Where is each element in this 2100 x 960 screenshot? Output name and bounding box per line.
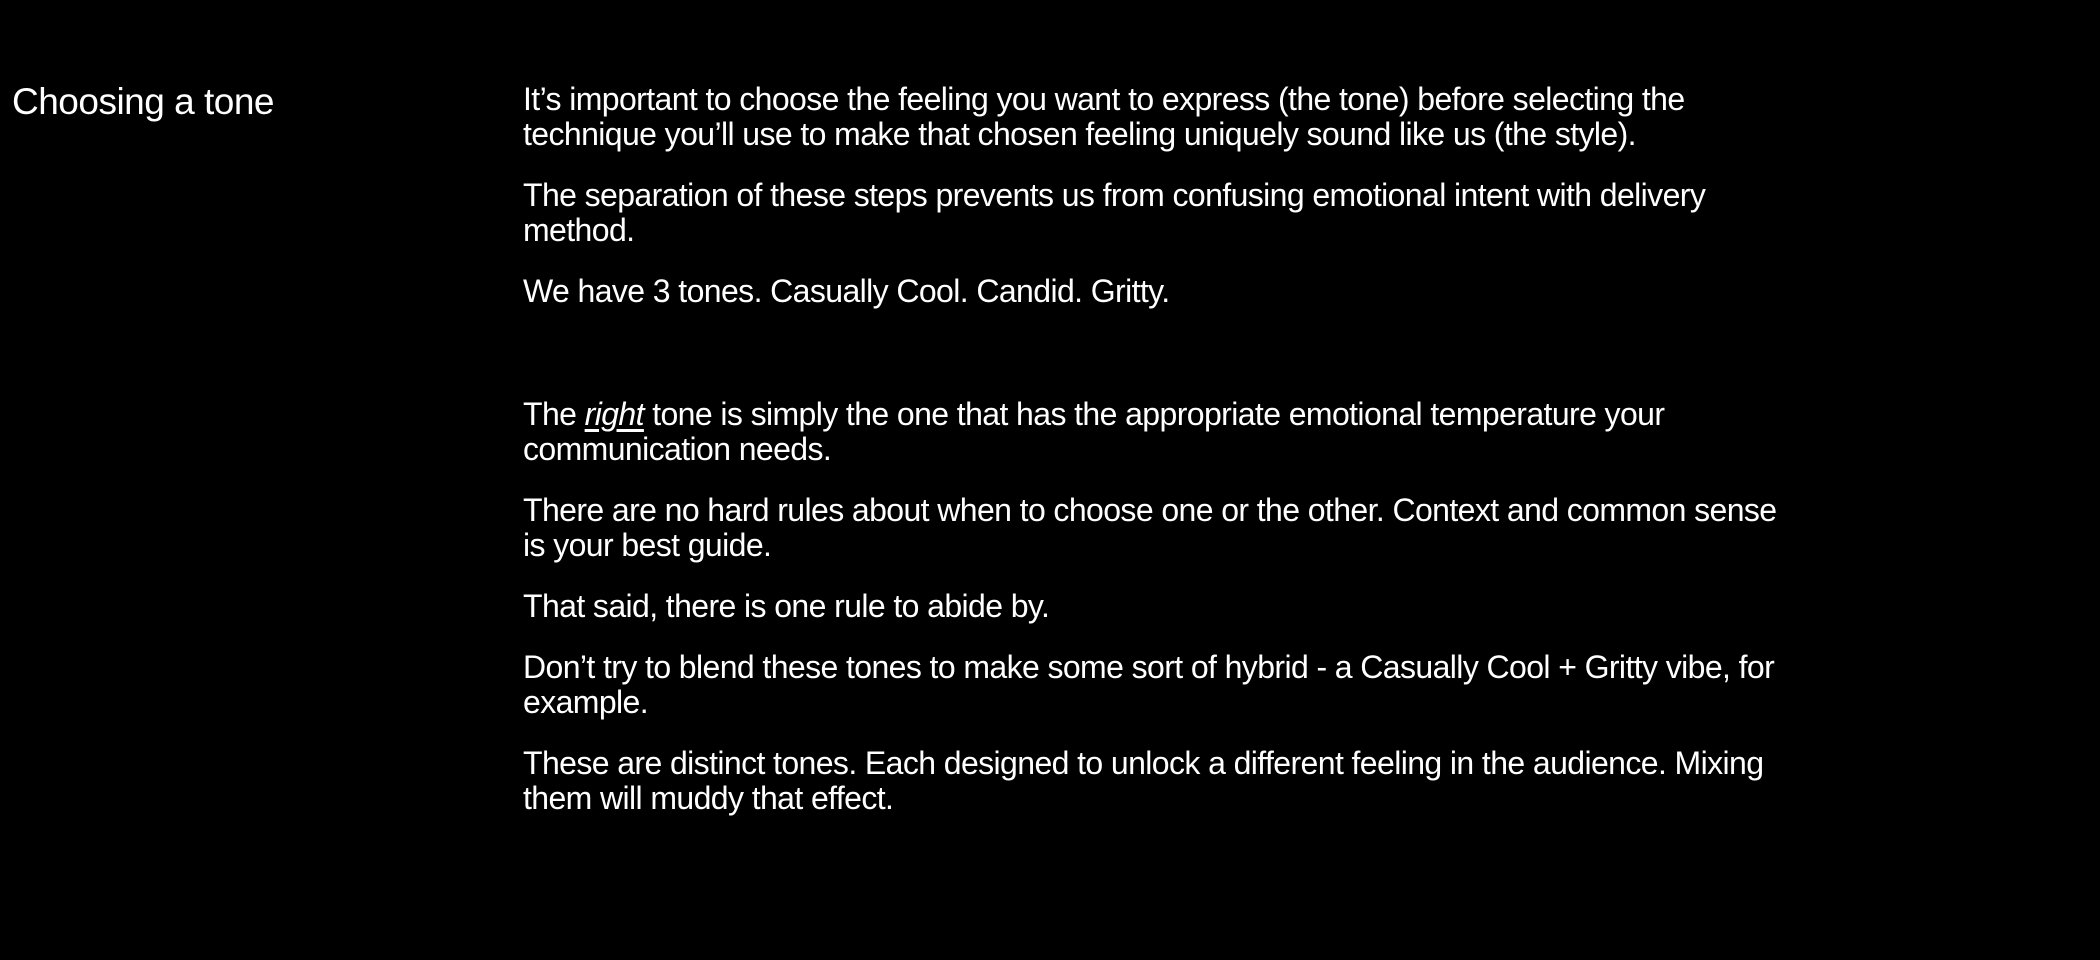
- tone-guidance-content: [523, 82, 1803, 842]
- paragraph-tone-before-style: It’s important to choose the feeling you want to express (the tone) before selecting the technique you’ll use to make that chosen feeling uniquely sound like us (the style).: [523, 81, 1685, 152]
- paragraph-no-hard-rules: There are no hard rules about when to choose one or the other. Context and common sense is your best guide.: [523, 492, 1777, 563]
- paragraph-right-tone: [523, 397, 1803, 467]
- right-emphasis: right: [584, 396, 644, 432]
- paragraph-separation-of-steps: The separation of these steps prevents us from confusing emotional intent with delivery method.: [523, 177, 1706, 248]
- paragraph-one-rule: That said, there is one rule to abide by.: [523, 588, 1050, 624]
- paragraph-dont-blend: Don’t try to blend these tones to make some sort of hybrid - a Casually Cool + Gritty vibe, for example.: [523, 649, 1775, 720]
- right-tone-text-before: The: [523, 396, 585, 432]
- paragraph-distinct-tones: These are distinct tones. Each designed to unlock a different feeling in the audience. Mixing them will muddy that effect.: [523, 745, 1764, 816]
- section-title: Choosing a tone: [12, 81, 274, 122]
- paragraph-three-tones: We have 3 tones. Casually Cool. Candid. Gritty.: [523, 273, 1170, 309]
- right-tone-text-after: tone is simply the one that has the appropriate emotional temperature your communication needs.: [523, 396, 1665, 467]
